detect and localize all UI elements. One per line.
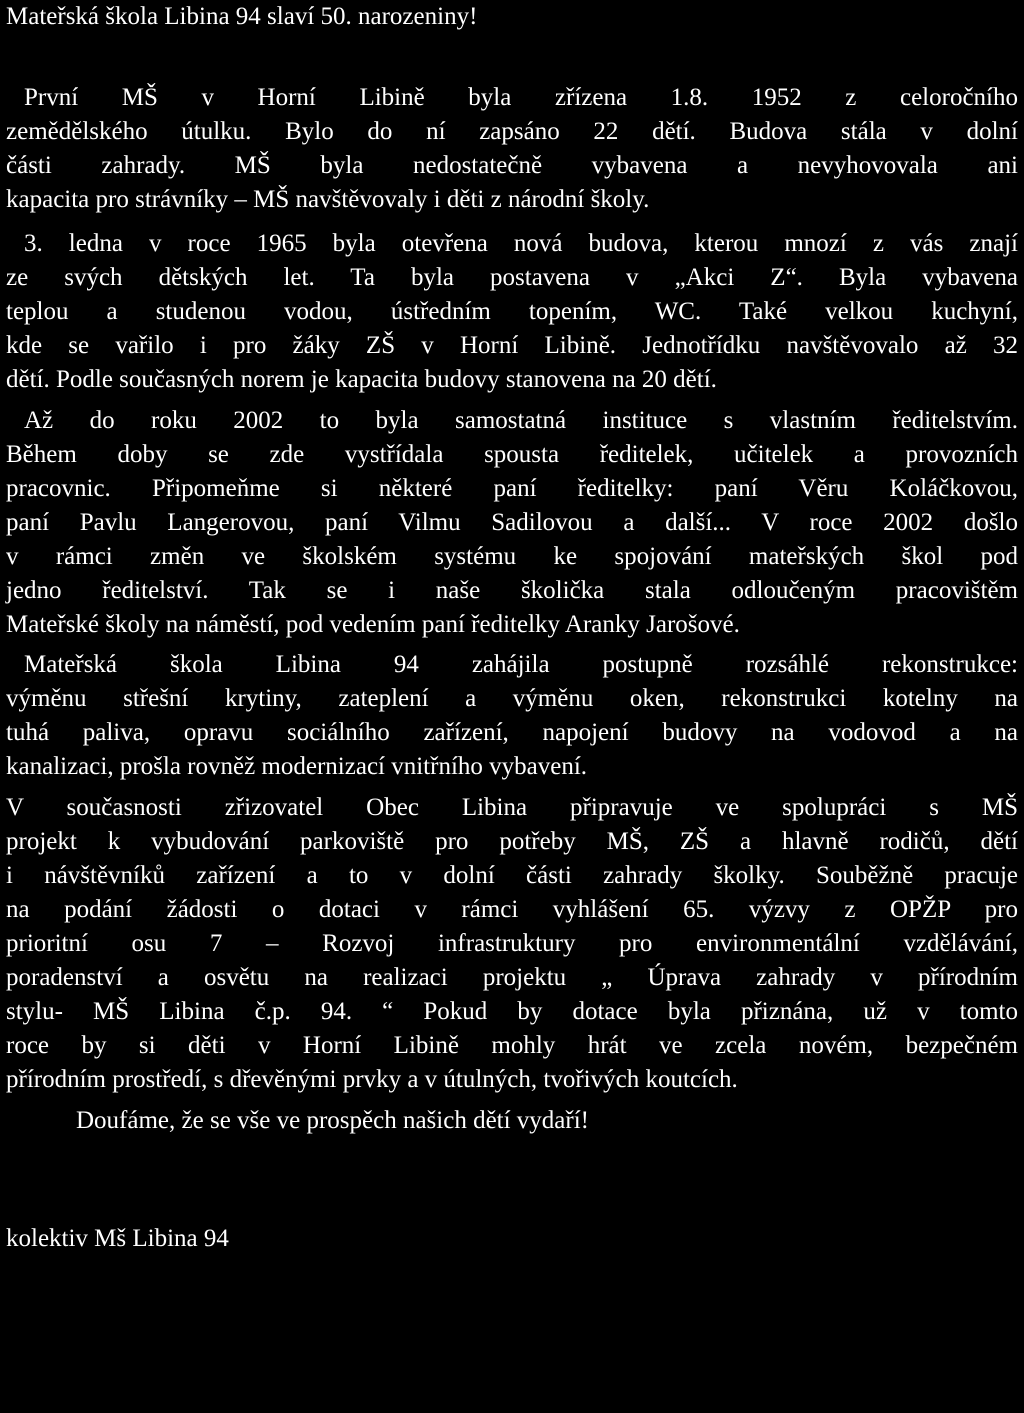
text-line-10: Až do roku 2002 to byla samostatná instituce s vlastním ředitelstvím.	[24, 407, 1018, 434]
text-line-21: V současnosti zřizovatel Obec Libina připravuje ve spolupráci s MŠ	[6, 794, 1018, 821]
text-line-12: pracovnic. Připomeňme si některé paní ředitelky: paní Věru Koláčkovou,	[6, 475, 1018, 502]
text-line-8: kde se vařilo i pro žáky ZŠ v Horní Libině. Jednotřídku navštěvovalo až 32	[6, 332, 1018, 359]
text-line-28: roce by si děti v Horní Libině mohly hrát ve zcela novém, bezpečném	[6, 1032, 1018, 1059]
text-line-24: na podání žádosti o dotaci v rámci vyhlášení 65. výzvy z OPŽP pro	[6, 896, 1018, 923]
text-line-6: ze svých dětských let. Ta byla postavena v „Akci Z“. Byla vybavena	[6, 264, 1018, 291]
text-line-19: tuhá paliva, opravu sociálního zařízení, napojení budovy na vodovod a na	[6, 719, 1018, 746]
text-line-29: přírodním prostředí, s dřevěnými prvky a v útulných, tvořivých koutcích.	[6, 1066, 738, 1093]
text-line-16: Mateřské školy na náměstí, pod vedením paní ředitelky Aranky Jarošové.	[6, 611, 740, 638]
text-line-15: jedno ředitelství. Tak se i naše školička stala odloučeným pracovištěm	[6, 577, 1018, 604]
closing-wish: Doufáme, že se vše ve prospěch našich dětí vydaří!	[76, 1107, 590, 1134]
text-line-2: zemědělského útulku. Bylo do ní zapsáno 22 dětí. Budova stála v dolní	[6, 118, 1018, 145]
text-line-3: části zahrady. MŠ byla nedostatečně vybavena a nevyhovovala ani	[6, 152, 1018, 179]
text-line-20: kanalizaci, prošla rovněž modernizací vnitřního vybavení.	[6, 753, 588, 780]
text-line-26: poradenství a osvětu na realizaci projektu „ Úprava zahrady v přírodním	[6, 964, 1018, 991]
text-line-23: i návštěvníků zařízení a to v dolní části zahrady školky. Souběžně pracuje	[6, 862, 1018, 889]
text-line-25: prioritní osu 7 – Rozvoj infrastruktury pro environmentální vzdělávání,	[6, 930, 1018, 957]
text-line-14: v rámci změn ve školském systému ke spojování mateřských škol pod	[6, 543, 1018, 570]
text-line-17: Mateřská škola Libina 94 zahájila postupně rozsáhlé rekonstrukce:	[24, 651, 1018, 678]
text-line-22: projekt k vybudování parkoviště pro potřeby MŠ, ZŠ a hlavně rodičů, dětí	[6, 828, 1018, 855]
text-line-11: Během doby se zde vystřídala spousta ředitelek, učitelek a provozních	[6, 441, 1018, 468]
text-line-1: První MŠ v Horní Libině byla zřízena 1.8. 1952 z celoročního	[24, 84, 1018, 111]
text-line-27: stylu- MŠ Libina č.p. 94. “ Pokud by dotace byla přiznána, už v tomto	[6, 998, 1018, 1025]
text-line-7: teplou a studenou vodou, ústředním topením, WC. Také velkou kuchyní,	[6, 298, 1018, 325]
document-title: Mateřská škola Libina 94 slaví 50. narozeniny!	[6, 3, 478, 30]
text-line-9: dětí. Podle současných norem je kapacita budovy stanovena na 20 dětí.	[6, 366, 717, 393]
text-line-4: kapacita pro strávníky – MŠ navštěvovaly i děti z národní školy.	[6, 186, 650, 213]
text-line-5: 3. ledna v roce 1965 byla otevřena nová budova, kterou mnozí z vás znají	[24, 230, 1018, 257]
text-line-13: paní Pavlu Langerovou, paní Vilmu Sadilovou a další... V roce 2002 došlo	[6, 509, 1018, 536]
signature: kolektiv Mš Libina 94	[6, 1225, 229, 1252]
text-line-18: výměnu střešní krytiny, zateplení a výměnu oken, rekonstrukci kotelny na	[6, 685, 1018, 712]
